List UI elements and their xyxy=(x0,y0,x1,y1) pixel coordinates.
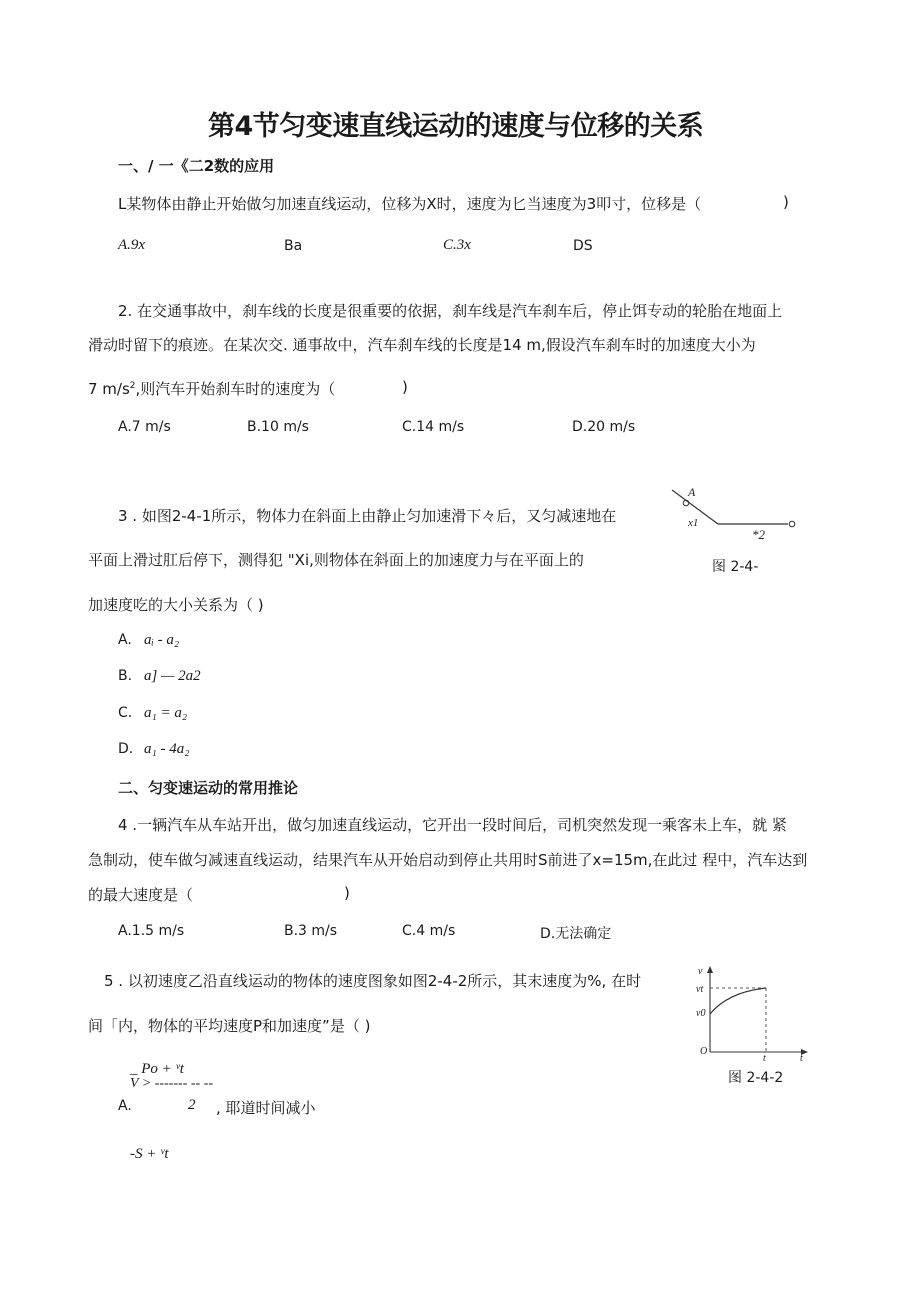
question-2-unit-exponent: 2 xyxy=(129,381,136,391)
question-2-line-2: 滑动时留下的痕迹。在某次交. 通事故中，汽车刹车线的长度是14 m,假设汽车刹车时的加速度大小为 xyxy=(88,336,756,354)
question-3-option-a-letter: A. xyxy=(118,632,132,648)
question-3-option-d-expr: a₁ - 4a₂ xyxy=(144,741,190,757)
question-3-line-3: 加速度吃的大小关系为（ ) xyxy=(88,596,264,614)
figure-2-4-2-caption: 图 2-4-2 xyxy=(728,1070,784,1086)
figure-2-4-1 xyxy=(666,484,806,548)
question-5-option-a-fraction-bar: V > ------- -- -- xyxy=(130,1076,214,1091)
question-2-option-a: A.7 m/s xyxy=(118,419,171,435)
figure-label-x1: x1 xyxy=(688,517,699,529)
figure-2-4-2-graph xyxy=(690,962,814,1062)
question-4-option-b: B.3 m/s xyxy=(284,923,338,939)
question-4-line-3: 的最大速度是（ xyxy=(88,886,194,904)
question-2-option-d: D.20 m/s xyxy=(572,419,636,435)
question-3-option-d-letter: D. xyxy=(118,741,134,757)
section-heading-2: 二、匀变速运动的常用推论 xyxy=(118,779,299,797)
question-3-option-c-letter: C. xyxy=(118,705,133,721)
question-5-option-b-numerator: -S + ᵛt xyxy=(130,1146,169,1162)
question-3-line-1: 3 . 如图2-4-1所示，物体力在斜面上由静止匀加速滑下々后，又匀减速地在 xyxy=(118,507,617,525)
question-4-close-paren: ) xyxy=(344,884,350,902)
question-5-option-a-numerator: _ Po + ᵛt xyxy=(130,1061,184,1077)
figure-object-end xyxy=(789,521,795,527)
question-3-option-c-expr: a₁ = a₂ xyxy=(144,705,188,721)
question-3-option-a-expr: aᵢ - a₂ xyxy=(144,632,180,648)
graph-velocity-curve xyxy=(710,988,766,1014)
graph-v-axis-arrow xyxy=(707,966,713,973)
question-4-option-d: D.无法确定 xyxy=(540,926,612,942)
page-title: 第4节匀变速直线运动的速度与位移的关系 xyxy=(208,111,704,142)
question-2-option-b: B.10 m/s xyxy=(247,419,309,435)
section-heading-1: 一、/ 一《二2数的应用 xyxy=(118,157,275,175)
question-4-line-1: 4 .一辆汽车从车站开出，做匀加速直线运动，它开出一段时间后，司机突然发现一乘客未上车，就 紧 xyxy=(118,816,787,834)
question-1-option-b: Ba xyxy=(284,238,303,254)
question-2-unit: 7 m/s xyxy=(88,380,130,398)
figure-label-a: A xyxy=(688,485,696,499)
question-3-option-b-letter: B. xyxy=(118,668,133,684)
graph-label-t-tick: t xyxy=(763,1053,766,1062)
question-1-option-d: DS xyxy=(573,238,593,254)
question-2-close-paren: ) xyxy=(402,378,408,396)
graph-label-v0: v0 xyxy=(696,1008,706,1019)
question-2-stem-end: ,则汽车开始刹车时的速度为（ xyxy=(135,380,336,398)
question-3-line-2: 平面上滑过肛后停下，测得犯 "Xi,则物体在斜面上的加速度力与在平面上的 xyxy=(88,551,584,569)
graph-label-v: v xyxy=(698,966,703,977)
figure-2-4-1-caption: 图 2-4- xyxy=(712,559,759,575)
question-5-line-1: 5 . 以初速度乙沿直线运动的物体的速度图象如图2-4-2所示，其末速度为%, 在时 xyxy=(104,972,642,990)
graph-label-vt: vt xyxy=(696,984,704,995)
question-1-close-paren: ) xyxy=(783,193,789,211)
question-5-option-a-letter: A. xyxy=(118,1098,132,1114)
question-4-line-2: 急制动，使车做匀减速直线运动，结果汽车从开始启动到停止共用时S前进了x=15m,在此过 程中，汽车达到 xyxy=(88,851,808,869)
graph-label-origin: O xyxy=(700,1046,708,1057)
question-2-line-3 xyxy=(88,378,335,399)
figure-label-x2: *2 xyxy=(752,527,765,542)
question-2-option-c: C.14 m/s xyxy=(402,419,465,435)
question-1-text: L某物体由静止开始做匀加速直线运动，位移为X时，速度为匕当速度为3叩寸，位移是（ xyxy=(118,195,702,213)
question-5-line-2: 间「内，物体的平均速度P和加速度”是（ ) xyxy=(88,1017,371,1035)
question-1-option-c: C.3x xyxy=(443,237,471,253)
question-5-option-a-denominator: 2 xyxy=(188,1097,196,1113)
question-4-option-a: A.1.5 m/s xyxy=(118,923,185,939)
question-5-option-a-text: , 耶道时间减小 xyxy=(216,1099,316,1117)
question-3-option-b-expr: a] — 2a2 xyxy=(144,668,201,684)
question-4-option-c: C.4 m/s xyxy=(402,923,456,939)
graph-label-t-axis: t xyxy=(800,1053,803,1062)
question-2-line-1: 2. 在交通事故中，刹车线的长度是很重要的依据，刹车线是汽车刹车后，停止饵专动的轮胎在地面上 xyxy=(118,302,783,320)
question-1-option-a: A.9x xyxy=(118,237,146,253)
